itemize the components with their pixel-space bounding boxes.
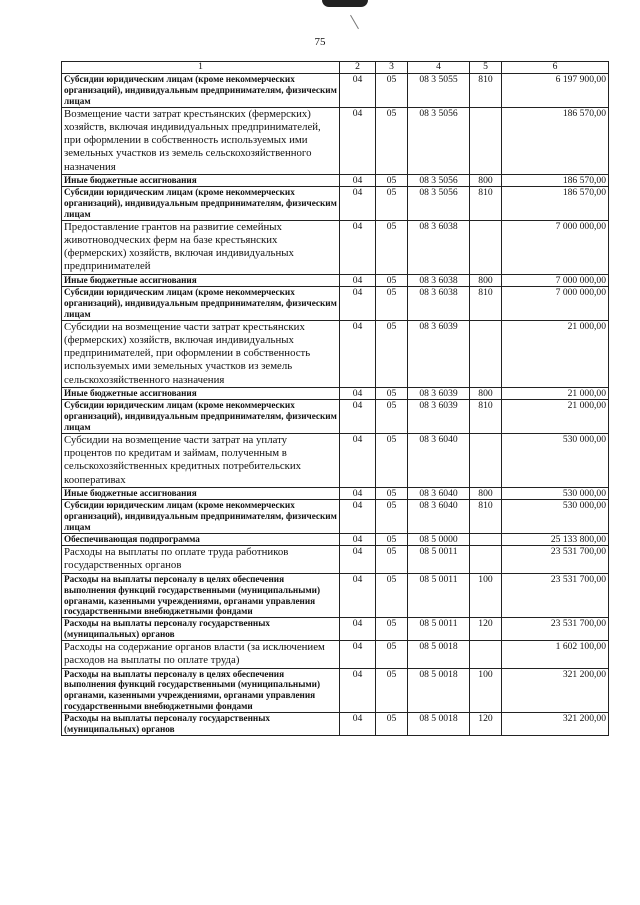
row-name: Субсидии юридическим лицам (кроме некоммерческих организаций), индивидуальным предпринимателям, физическим лицам: [62, 500, 340, 534]
table-row: [62, 320, 609, 387]
table-row: [62, 487, 609, 499]
row-name: Расходы на выплаты по оплате труда работников государственных органов: [62, 546, 340, 573]
table-row: [62, 433, 609, 487]
row-amount: 25 133 800,00: [502, 533, 609, 545]
row-target-code: 08 3 6040: [408, 433, 470, 487]
table-row: [62, 287, 609, 321]
table-row: [62, 573, 609, 618]
table-row: [62, 174, 609, 186]
row-amount: 23 531 700,00: [502, 546, 609, 573]
row-name: Расходы на содержание органов власти (за исключением расходов на выплаты по оплате труда): [62, 641, 340, 668]
table-row: [62, 220, 609, 274]
row-subsection: 05: [376, 487, 408, 499]
row-subsection: 05: [376, 641, 408, 668]
row-name: Расходы на выплаты персоналу в целях обеспечения выполнения функций государственными (муниципальными) органами, казенными учреждениями, органами управления государственными внебюджетными фондами: [62, 573, 340, 618]
row-subsection: 05: [376, 174, 408, 186]
table-row: [62, 274, 609, 286]
row-name: Иные бюджетные ассигнования: [62, 174, 340, 186]
page-number: 75: [314, 36, 326, 48]
row-amount: 7 000 000,00: [502, 274, 609, 286]
row-name: Расходы на выплаты персоналу государственных (муниципальных) органов: [62, 713, 340, 736]
row-subsection: 05: [376, 533, 408, 545]
row-subsection: 05: [376, 107, 408, 174]
table-header-row: [62, 62, 609, 74]
column-header-3: 3: [376, 62, 408, 74]
row-amount: 186 570,00: [502, 107, 609, 174]
row-name: Расходы на выплаты персоналу в целях обеспечения выполнения функций государственными (муниципальными) органами, казенными учреждениями, органами управления государственными внебюджетными фондами: [62, 668, 340, 713]
row-expense-type: 800: [470, 174, 502, 186]
row-target-code: 08 3 5056: [408, 107, 470, 174]
row-expense-type: [470, 546, 502, 573]
row-subsection: 05: [376, 713, 408, 736]
row-target-code: 08 3 6038: [408, 287, 470, 321]
row-section: 04: [340, 573, 376, 618]
row-section: 04: [340, 320, 376, 387]
row-name: Предоставление грантов на развитие семейных животноводческих ферм на базе крестьянских (фермерских) хозяйств, включая индивидуальных предпринимателей: [62, 220, 340, 274]
table-row: [62, 713, 609, 736]
row-amount: 530 000,00: [502, 500, 609, 534]
row-expense-type: [470, 220, 502, 274]
row-name: Иные бюджетные ассигнования: [62, 274, 340, 286]
row-target-code: 08 5 0011: [408, 546, 470, 573]
column-header-5: 5: [470, 62, 502, 74]
row-name: Субсидии юридическим лицам (кроме некоммерческих организаций), индивидуальным предпринимателям, физическим лицам: [62, 400, 340, 434]
row-section: 04: [340, 668, 376, 713]
row-target-code: 08 5 0018: [408, 641, 470, 668]
row-amount: 321 200,00: [502, 713, 609, 736]
row-section: 04: [340, 713, 376, 736]
row-amount: 321 200,00: [502, 668, 609, 713]
table-row: [62, 641, 609, 668]
row-expense-type: 810: [470, 500, 502, 534]
row-name: Субсидии на возмещение части затрат на уплату процентов по кредитам и займам, полученным в сельскохозяйственных кредитных потребительских кооперативах: [62, 433, 340, 487]
column-header-1: 1: [62, 62, 340, 74]
row-section: 04: [340, 174, 376, 186]
row-subsection: 05: [376, 387, 408, 399]
row-target-code: 08 5 0018: [408, 713, 470, 736]
row-target-code: 08 3 6038: [408, 220, 470, 274]
column-header-6: 6: [502, 62, 609, 74]
row-subsection: 05: [376, 618, 408, 641]
row-section: 04: [340, 107, 376, 174]
row-amount: 530 000,00: [502, 487, 609, 499]
row-section: 04: [340, 433, 376, 487]
row-target-code: 08 3 6038: [408, 274, 470, 286]
row-target-code: 08 3 5055: [408, 74, 470, 108]
row-amount: 7 000 000,00: [502, 287, 609, 321]
row-expense-type: [470, 320, 502, 387]
row-amount: 21 000,00: [502, 387, 609, 399]
row-subsection: 05: [376, 500, 408, 534]
row-name: Возмещение части затрат крестьянских (фермерских) хозяйств, включая индивидуальных предпринимателей, при оформлении в собственность используемых ими земельных участков из земель сельскохозяйственного назначения: [62, 107, 340, 174]
row-amount: 7 000 000,00: [502, 220, 609, 274]
table-row: [62, 387, 609, 399]
row-name: Субсидии юридическим лицам (кроме некоммерческих организаций), индивидуальным предпринимателям, физическим лицам: [62, 74, 340, 108]
row-expense-type: 120: [470, 713, 502, 736]
table-row: [62, 618, 609, 641]
table-row: [62, 74, 609, 108]
row-subsection: 05: [376, 573, 408, 618]
row-section: 04: [340, 618, 376, 641]
column-header-4: 4: [408, 62, 470, 74]
row-section: 04: [340, 487, 376, 499]
table-row: [62, 533, 609, 545]
row-subsection: 05: [376, 546, 408, 573]
row-name: Обеспечивающая подпрограмма: [62, 533, 340, 545]
row-name: Иные бюджетные ассигнования: [62, 387, 340, 399]
row-expense-type: 810: [470, 287, 502, 321]
row-section: 04: [340, 387, 376, 399]
row-section: 04: [340, 400, 376, 434]
row-expense-type: [470, 641, 502, 668]
row-subsection: 05: [376, 220, 408, 274]
table-row: [62, 546, 609, 573]
row-section: 04: [340, 220, 376, 274]
row-amount: 6 197 900,00: [502, 74, 609, 108]
row-expense-type: 810: [470, 400, 502, 434]
row-target-code: 08 3 6040: [408, 487, 470, 499]
row-subsection: 05: [376, 187, 408, 221]
row-subsection: 05: [376, 320, 408, 387]
row-subsection: 05: [376, 74, 408, 108]
row-expense-type: 100: [470, 573, 502, 618]
row-expense-type: 810: [470, 74, 502, 108]
row-amount: 23 531 700,00: [502, 573, 609, 618]
scan-artifact-mark: [350, 15, 359, 29]
row-amount: 186 570,00: [502, 174, 609, 186]
budget-table: [61, 61, 609, 736]
row-section: 04: [340, 533, 376, 545]
scan-artifact-top: [322, 0, 368, 7]
row-amount: 530 000,00: [502, 433, 609, 487]
row-target-code: 08 5 0011: [408, 618, 470, 641]
row-section: 04: [340, 500, 376, 534]
row-name: Субсидии юридическим лицам (кроме некоммерческих организаций), индивидуальным предпринимателям, физическим лицам: [62, 187, 340, 221]
row-expense-type: 800: [470, 274, 502, 286]
row-target-code: 08 3 6039: [408, 387, 470, 399]
row-name: Иные бюджетные ассигнования: [62, 487, 340, 499]
row-expense-type: 800: [470, 487, 502, 499]
row-target-code: 08 3 6039: [408, 400, 470, 434]
row-section: 04: [340, 74, 376, 108]
row-section: 04: [340, 287, 376, 321]
row-target-code: 08 5 0018: [408, 668, 470, 713]
row-subsection: 05: [376, 287, 408, 321]
row-section: 04: [340, 274, 376, 286]
row-section: 04: [340, 546, 376, 573]
row-subsection: 05: [376, 274, 408, 286]
row-target-code: 08 3 5056: [408, 174, 470, 186]
row-expense-type: [470, 533, 502, 545]
row-target-code: 08 5 0011: [408, 573, 470, 618]
row-expense-type: [470, 433, 502, 487]
row-expense-type: 800: [470, 387, 502, 399]
row-target-code: 08 3 5056: [408, 187, 470, 221]
table-row: [62, 400, 609, 434]
table-row: [62, 668, 609, 713]
column-header-2: 2: [340, 62, 376, 74]
table-row: [62, 107, 609, 174]
row-name: Субсидии на возмещение части затрат крестьянских (фермерских) хозяйств, включая индивидуальных предпринимателей, при оформлении в собственность используемых ими земельных участков из земель сельскохозяйственного назначения: [62, 320, 340, 387]
row-subsection: 05: [376, 668, 408, 713]
row-expense-type: 120: [470, 618, 502, 641]
table-body: [62, 74, 609, 736]
row-amount: 1 602 100,00: [502, 641, 609, 668]
row-amount: 186 570,00: [502, 187, 609, 221]
row-section: 04: [340, 641, 376, 668]
row-name: Расходы на выплаты персоналу государственных (муниципальных) органов: [62, 618, 340, 641]
table-row: [62, 500, 609, 534]
row-subsection: 05: [376, 400, 408, 434]
row-target-code: 08 3 6039: [408, 320, 470, 387]
row-subsection: 05: [376, 433, 408, 487]
row-target-code: 08 5 0000: [408, 533, 470, 545]
row-amount: 23 531 700,00: [502, 618, 609, 641]
row-target-code: 08 3 6040: [408, 500, 470, 534]
row-section: 04: [340, 187, 376, 221]
row-expense-type: 810: [470, 187, 502, 221]
row-expense-type: 100: [470, 668, 502, 713]
row-expense-type: [470, 107, 502, 174]
row-amount: 21 000,00: [502, 320, 609, 387]
table-row: [62, 187, 609, 221]
row-name: Субсидии юридическим лицам (кроме некоммерческих организаций), индивидуальным предпринимателям, физическим лицам: [62, 287, 340, 321]
row-amount: 21 000,00: [502, 400, 609, 434]
